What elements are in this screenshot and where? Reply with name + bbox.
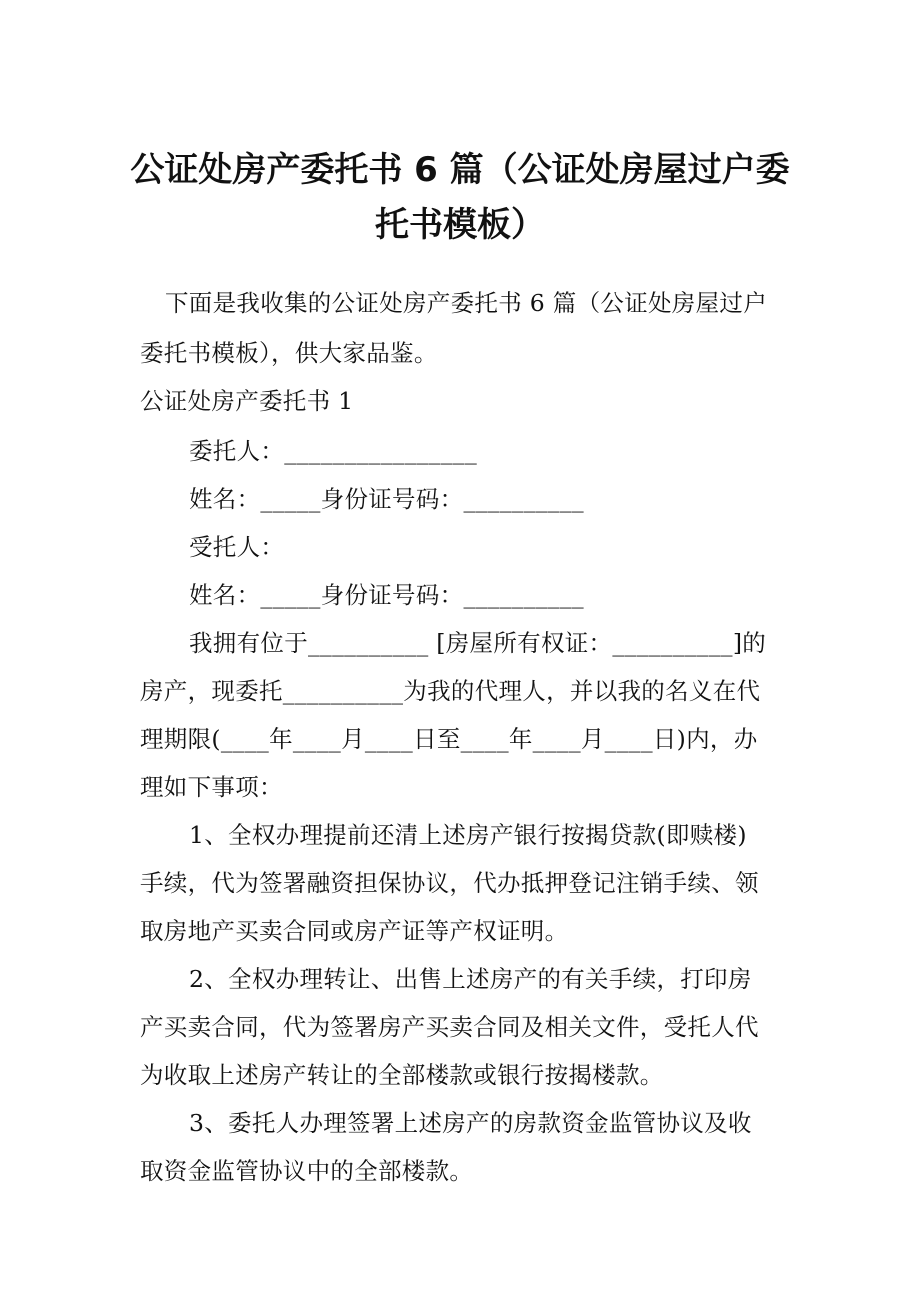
agent-name-id: 姓名：_____身份证号码：__________ xyxy=(189,581,584,609)
item-3-line-2: 取资金监管协议中的全部楼款。 xyxy=(140,1157,474,1185)
item-3-line-1: 3、委托人办理签署上述房产的房款资金监管协议及收 xyxy=(189,1109,752,1137)
paragraph-1-line-4: 理如下事项： xyxy=(140,773,283,801)
section-heading: 公证处房产委托书 1 xyxy=(140,387,354,415)
agent-label: 受托人： xyxy=(189,533,285,561)
principal-label: 委托人：________________ xyxy=(189,437,477,465)
document-title-line-1: 公证处房产委托书 6 篇（公证处房屋过户委 xyxy=(130,150,790,190)
paragraph-1-line-3: 理期限(____年____月____日至____年____月____日)内，办 xyxy=(140,725,758,753)
item-2-line-3: 为收取上述房产转让的全部楼款或银行按揭楼款。 xyxy=(140,1061,664,1089)
item-2-line-1: 2、全权办理转让、出售上述房产的有关手续，打印房 xyxy=(189,965,752,993)
paragraph-1-line-1: 我拥有位于__________ [房屋所有权证：__________]的 xyxy=(189,629,767,657)
paragraph-1-line-2: 房产，现委托__________为我的代理人，并以我的名义在代 xyxy=(140,677,761,705)
document-title-line-2: 托书模板） xyxy=(375,205,545,245)
item-1-line-2: 手续，代为签署融资担保协议，代办抵押登记注销手续、领 xyxy=(140,869,759,897)
intro-line-1: 下面是我收集的公证处房产委托书 6 篇（公证处房屋过户 xyxy=(165,289,767,317)
item-2-line-2: 产买卖合同，代为签署房产买卖合同及相关文件，受托人代 xyxy=(140,1013,759,1041)
item-1-line-1: 1、全权办理提前还清上述房产银行按揭贷款(即赎楼) xyxy=(189,821,747,849)
intro-line-2: 委托书模板），供大家品鉴。 xyxy=(140,339,438,367)
principal-name-id: 姓名：_____身份证号码：__________ xyxy=(189,485,584,513)
item-1-line-3: 取房地产买卖合同或房产证等产权证明。 xyxy=(140,917,569,945)
